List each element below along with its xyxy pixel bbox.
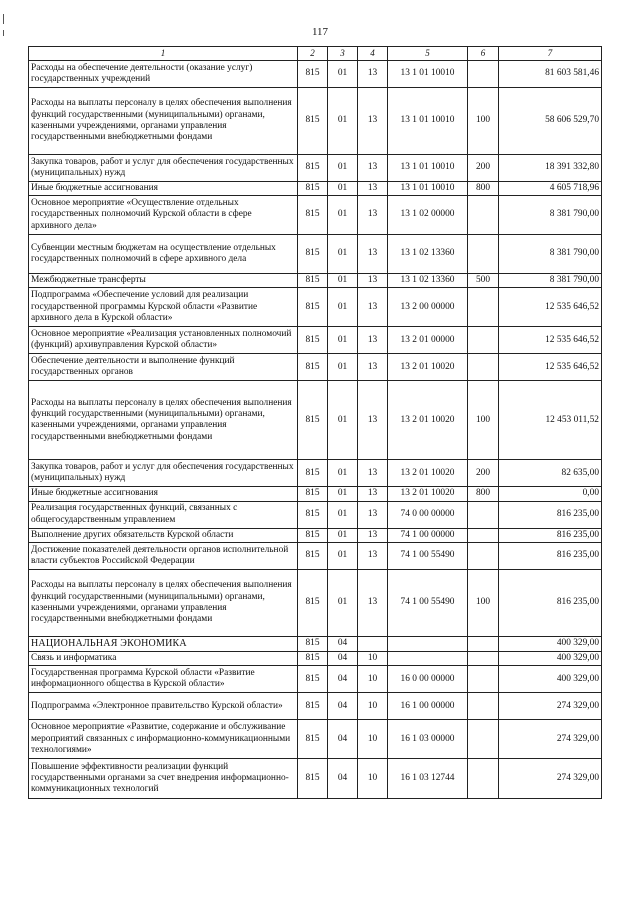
grbs-code: 815 — [298, 759, 328, 799]
grbs-code: 815 — [298, 354, 328, 381]
expense-type-code — [468, 666, 499, 693]
row-name: Повышение эффективности реализации функций государственными органами за счет внедрения информационно-коммуникационных технологий — [29, 759, 298, 799]
column-number: 6 — [468, 47, 499, 61]
subsection-code — [358, 636, 388, 651]
target-article-code: 16 0 00 00000 — [388, 666, 468, 693]
section-code: 01 — [328, 235, 358, 274]
subsection-code: 13 — [358, 381, 388, 460]
row-name: Основное мероприятие «Реализация установленных полномочий (функций) архивуправления Курской области» — [29, 327, 298, 354]
expense-type-code: 800 — [468, 181, 499, 195]
grbs-code: 815 — [298, 487, 328, 501]
grbs-code: 815 — [298, 274, 328, 288]
target-article-code: 74 1 00 55490 — [388, 569, 468, 636]
table-row — [29, 759, 602, 799]
column-number: 5 — [388, 47, 468, 61]
subsection-code: 13 — [358, 235, 388, 274]
section-code: 04 — [328, 651, 358, 665]
expense-type-code: 100 — [468, 569, 499, 636]
row-name: Обеспечение деятельности и выполнение функций государственных органов — [29, 354, 298, 381]
table-row — [29, 381, 602, 460]
table-row — [29, 460, 602, 487]
target-article-code: 13 2 00 00000 — [388, 288, 468, 327]
table-row — [29, 651, 602, 665]
page-number: 117 — [311, 26, 329, 38]
table-row — [29, 693, 602, 720]
table-row — [29, 487, 602, 501]
section-code: 01 — [328, 327, 358, 354]
section-code: 04 — [328, 720, 358, 759]
target-article-code: 16 1 03 00000 — [388, 720, 468, 759]
amount: 12 535 646,52 — [499, 327, 602, 354]
grbs-code: 815 — [298, 569, 328, 636]
section-code: 01 — [328, 487, 358, 501]
table-row — [29, 196, 602, 235]
expense-type-code — [468, 501, 499, 528]
subsection-code: 10 — [358, 666, 388, 693]
expense-type-code — [468, 651, 499, 665]
amount: 12 535 646,52 — [499, 354, 602, 381]
budget-rows — [29, 60, 602, 798]
table-row — [29, 274, 602, 288]
scan-edge-mark — [3, 14, 4, 24]
grbs-code: 815 — [298, 460, 328, 487]
target-article-code: 13 1 01 10010 — [388, 154, 468, 181]
section-code: 01 — [328, 154, 358, 181]
row-name: Связь и информатика — [29, 651, 298, 665]
row-name: Закупка товаров, работ и услуг для обеспечения государственных (муниципальных) нужд — [29, 460, 298, 487]
amount: 8 381 790,00 — [499, 235, 602, 274]
budget-table — [28, 46, 602, 799]
target-article-code: 13 1 01 10010 — [388, 87, 468, 154]
grbs-code: 815 — [298, 720, 328, 759]
amount: 274 329,00 — [499, 693, 602, 720]
section-code: 01 — [328, 288, 358, 327]
subsection-code: 13 — [358, 327, 388, 354]
section-code: 01 — [328, 381, 358, 460]
row-name: Подпрограмма «Обеспечение условий для реализации государственной программы Курской области «Развитие архивного дела в Курской области» — [29, 288, 298, 327]
section-code: 01 — [328, 87, 358, 154]
expense-type-code: 500 — [468, 274, 499, 288]
column-number: 3 — [328, 47, 358, 61]
subsection-code: 10 — [358, 693, 388, 720]
target-article-code — [388, 651, 468, 665]
table-row — [29, 501, 602, 528]
column-number: 1 — [29, 47, 298, 61]
target-article-code: 13 1 02 13360 — [388, 274, 468, 288]
section-code: 01 — [328, 460, 358, 487]
expense-type-code — [468, 235, 499, 274]
grbs-code: 815 — [298, 181, 328, 195]
grbs-code: 815 — [298, 60, 328, 87]
row-name: Расходы на выплаты персоналу в целях обеспечения выполнения функций государственными (муниципальными) органами, казенными учреждениями, органами управления государственными внебюджетными фондами — [29, 381, 298, 460]
amount: 400 329,00 — [499, 666, 602, 693]
grbs-code: 815 — [298, 327, 328, 354]
amount: 816 235,00 — [499, 569, 602, 636]
expense-type-code: 100 — [468, 381, 499, 460]
grbs-code: 815 — [298, 381, 328, 460]
expense-type-code — [468, 60, 499, 87]
target-article-code: 13 1 01 10010 — [388, 60, 468, 87]
section-code: 01 — [328, 528, 358, 542]
table-row — [29, 235, 602, 274]
expense-type-code — [468, 528, 499, 542]
table-row — [29, 636, 602, 651]
amount: 0,00 — [499, 487, 602, 501]
scan-edge-mark — [3, 30, 4, 36]
subsection-code: 10 — [358, 720, 388, 759]
row-name: Иные бюджетные ассигнования — [29, 487, 298, 501]
row-name: Реализация государственных функций, связанных с общегосударственным управлением — [29, 501, 298, 528]
section-code: 01 — [328, 60, 358, 87]
target-article-code: 16 1 00 00000 — [388, 693, 468, 720]
table-row — [29, 181, 602, 195]
row-name: Государственная программа Курской области «Развитие информационного общества в Курской области» — [29, 666, 298, 693]
amount: 400 329,00 — [499, 636, 602, 651]
expense-type-code — [468, 636, 499, 651]
subsection-code: 13 — [358, 460, 388, 487]
row-name: Расходы на выплаты персоналу в целях обеспечения выполнения функций государственными (муниципальными) органами, казенными учреждениями, органами управления государственными внебюджетными фондами — [29, 87, 298, 154]
target-article-code: 13 2 01 10020 — [388, 381, 468, 460]
section-code: 01 — [328, 274, 358, 288]
table-row — [29, 354, 602, 381]
row-name: Выполнение других обязательств Курской области — [29, 528, 298, 542]
expense-type-code — [468, 354, 499, 381]
section-code: 01 — [328, 354, 358, 381]
table-row — [29, 154, 602, 181]
grbs-code: 815 — [298, 693, 328, 720]
section-code: 01 — [328, 181, 358, 195]
amount: 274 329,00 — [499, 720, 602, 759]
expense-type-code — [468, 327, 499, 354]
target-article-code: 13 1 02 13360 — [388, 235, 468, 274]
target-article-code: 13 1 02 00000 — [388, 196, 468, 235]
expense-type-code — [468, 759, 499, 799]
subsection-code: 10 — [358, 759, 388, 799]
grbs-code: 815 — [298, 196, 328, 235]
amount: 8 381 790,00 — [499, 274, 602, 288]
column-number-row — [29, 47, 602, 61]
subsection-code: 13 — [358, 196, 388, 235]
amount: 12 453 011,52 — [499, 381, 602, 460]
section-code: 01 — [328, 196, 358, 235]
subsection-code: 13 — [358, 274, 388, 288]
section-code: 04 — [328, 636, 358, 651]
target-article-code: 13 1 01 10010 — [388, 181, 468, 195]
target-article-code: 74 0 00 00000 — [388, 501, 468, 528]
amount: 816 235,00 — [499, 542, 602, 569]
amount: 4 605 718,96 — [499, 181, 602, 195]
section-code: 01 — [328, 542, 358, 569]
expense-type-code: 800 — [468, 487, 499, 501]
target-article-code: 13 2 01 10020 — [388, 487, 468, 501]
expense-type-code — [468, 542, 499, 569]
target-article-code — [388, 636, 468, 651]
subsection-code: 13 — [358, 87, 388, 154]
table-row — [29, 60, 602, 87]
amount: 816 235,00 — [499, 528, 602, 542]
table-row — [29, 569, 602, 636]
subsection-code: 13 — [358, 60, 388, 87]
row-name: Расходы на обеспечение деятельности (оказание услуг) государственных учреждений — [29, 60, 298, 87]
expense-type-code: 200 — [468, 154, 499, 181]
amount: 58 606 529,70 — [499, 87, 602, 154]
target-article-code: 16 1 03 12744 — [388, 759, 468, 799]
subsection-code: 13 — [358, 501, 388, 528]
grbs-code: 815 — [298, 154, 328, 181]
amount: 82 635,00 — [499, 460, 602, 487]
target-article-code: 13 2 01 10020 — [388, 460, 468, 487]
amount: 8 381 790,00 — [499, 196, 602, 235]
row-name: Расходы на выплаты персоналу в целях обеспечения выполнения функций государственными (муниципальными) органами, казенными учреждениями, органами управления государственными внебюджетными фондами — [29, 569, 298, 636]
row-name: Иные бюджетные ассигнования — [29, 181, 298, 195]
row-name: Закупка товаров, работ и услуг для обеспечения государственных (муниципальных) нужд — [29, 154, 298, 181]
target-article-code: 74 1 00 00000 — [388, 528, 468, 542]
target-article-code: 13 2 01 10020 — [388, 354, 468, 381]
subsection-code: 13 — [358, 354, 388, 381]
section-code: 01 — [328, 501, 358, 528]
subsection-code: 13 — [358, 528, 388, 542]
subsection-code: 13 — [358, 542, 388, 569]
column-number: 4 — [358, 47, 388, 61]
grbs-code: 815 — [298, 288, 328, 327]
grbs-code: 815 — [298, 501, 328, 528]
grbs-code: 815 — [298, 87, 328, 154]
table-row — [29, 288, 602, 327]
expense-type-code — [468, 196, 499, 235]
amount: 18 391 332,80 — [499, 154, 602, 181]
target-article-code: 13 2 01 00000 — [388, 327, 468, 354]
row-name: Подпрограмма «Электронное правительство Курской области» — [29, 693, 298, 720]
column-number: 7 — [499, 47, 602, 61]
expense-type-code — [468, 720, 499, 759]
row-name: Основное мероприятие «Осуществление отдельных государственных полномочий Курской области в сфере архивного дела» — [29, 196, 298, 235]
row-name: Основное мероприятие «Развитие, содержание и обслуживание мероприятий связанных с информационно-коммуникационными технологиями» — [29, 720, 298, 759]
table-row — [29, 720, 602, 759]
grbs-code: 815 — [298, 235, 328, 274]
row-name: Субвенции местным бюджетам на осуществление отдельных государственных полномочий в сфере архивного дела — [29, 235, 298, 274]
subsection-code: 13 — [358, 181, 388, 195]
expense-type-code — [468, 288, 499, 327]
grbs-code: 815 — [298, 636, 328, 651]
section-code: 04 — [328, 666, 358, 693]
row-name: Достижение показателей деятельности органов исполнительной власти субъектов Российской Федерации — [29, 542, 298, 569]
section-code: 04 — [328, 693, 358, 720]
target-article-code: 74 1 00 55490 — [388, 542, 468, 569]
grbs-code: 815 — [298, 651, 328, 665]
subsection-code: 13 — [358, 487, 388, 501]
grbs-code: 815 — [298, 542, 328, 569]
section-code: 01 — [328, 569, 358, 636]
subsection-code: 13 — [358, 154, 388, 181]
expense-type-code: 100 — [468, 87, 499, 154]
subsection-code: 10 — [358, 651, 388, 665]
table-row — [29, 528, 602, 542]
section-code: 04 — [328, 759, 358, 799]
grbs-code: 815 — [298, 528, 328, 542]
table-row — [29, 327, 602, 354]
subsection-code: 13 — [358, 288, 388, 327]
table-row — [29, 666, 602, 693]
table-row — [29, 87, 602, 154]
amount: 274 329,00 — [499, 759, 602, 799]
table-row — [29, 542, 602, 569]
row-name: НАЦИОНАЛЬНАЯ ЭКОНОМИКА — [29, 636, 298, 651]
column-number: 2 — [298, 47, 328, 61]
expense-type-code — [468, 693, 499, 720]
amount: 12 535 646,52 — [499, 288, 602, 327]
grbs-code: 815 — [298, 666, 328, 693]
amount: 816 235,00 — [499, 501, 602, 528]
subsection-code: 13 — [358, 569, 388, 636]
expense-type-code: 200 — [468, 460, 499, 487]
row-name: Межбюджетные трансферты — [29, 274, 298, 288]
amount: 81 603 581,46 — [499, 60, 602, 87]
amount: 400 329,00 — [499, 651, 602, 665]
